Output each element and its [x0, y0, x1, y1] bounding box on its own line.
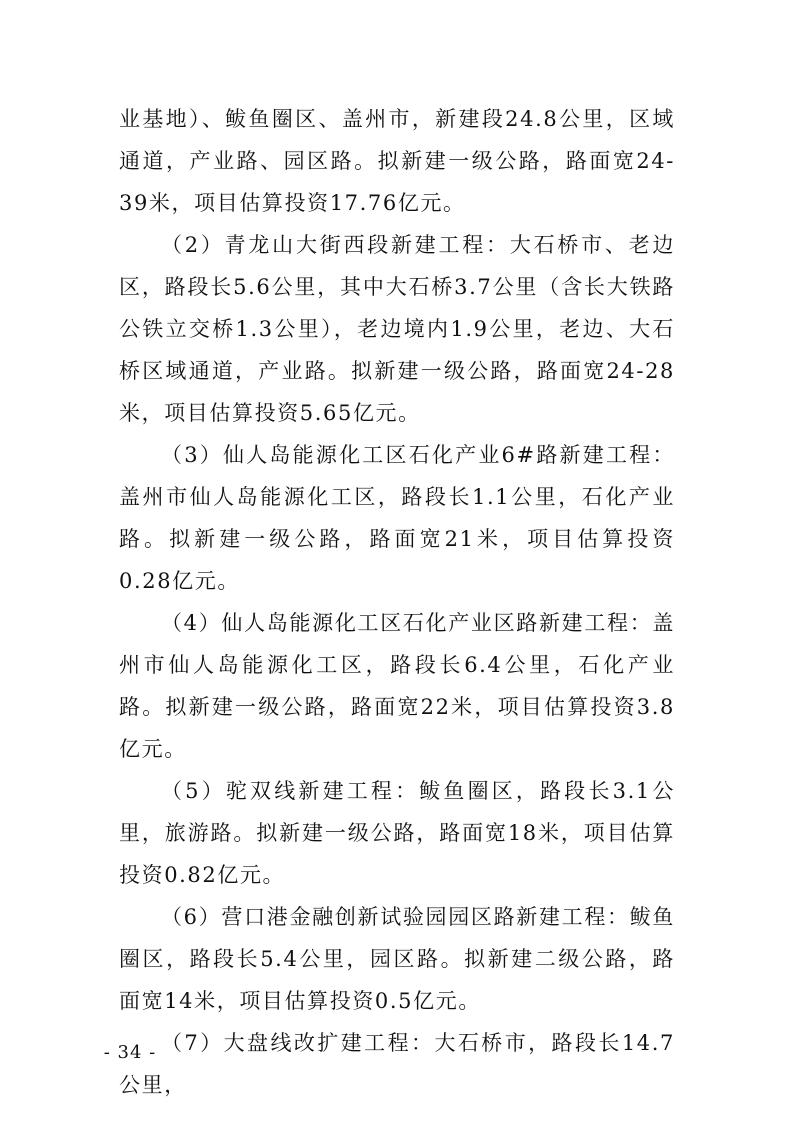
- page-body: [119, 98, 675, 1106]
- paragraph-continuation: 业基地）、鲅鱼圈区、盖州市，新建段24.8公里，区域通道，产业路、园区路。拟新建一级公路，路面宽24-39米，项目估算投资17.76亿元。: [119, 107, 675, 215]
- paragraph-item-7: （7）大盘线改扩建工程：大石桥市，路段长14.7公里，: [119, 1031, 675, 1097]
- paragraph-item-3: （3）仙人岛能源化工区石化产业6#路新建工程：盖州市仙人岛能源化工区，路段长1.1公里，石化产业路。拟新建一级公路，路面宽21米，项目估算投资0.28亿元。: [119, 443, 675, 593]
- paragraph-item-4: （4）仙人岛能源化工区石化产业区路新建工程：盖州市仙人岛能源化工区，路段长6.4公里，石化产业路。拟新建一级公路，路面宽22米，项目估算投资3.8亿元。: [119, 611, 675, 761]
- paragraph-item-6: （6）营口港金融创新试验园园区路新建工程：鲅鱼圈区，路段长5.4公里，园区路。拟新建二级公路，路面宽14米，项目估算投资0.5亿元。: [119, 905, 675, 1013]
- paragraph-item-5: （5）驼双线新建工程：鲅鱼圈区，路段长3.1公里，旅游路。拟新建一级公路，路面宽18米，项目估算投资0.82亿元。: [119, 779, 675, 887]
- paragraph-item-2: （2）青龙山大街西段新建工程：大石桥市、老边区，路段长5.6公里，其中大石桥3.7公里（含长大铁路公铁立交桥1.3公里），老边境内1.9公里，老边、大石桥区域通道，产业路。拟新建一级公路，路面宽24-28米，项目估算投资5.65亿元。: [119, 233, 675, 425]
- page-number: - 34 -: [103, 1042, 157, 1063]
